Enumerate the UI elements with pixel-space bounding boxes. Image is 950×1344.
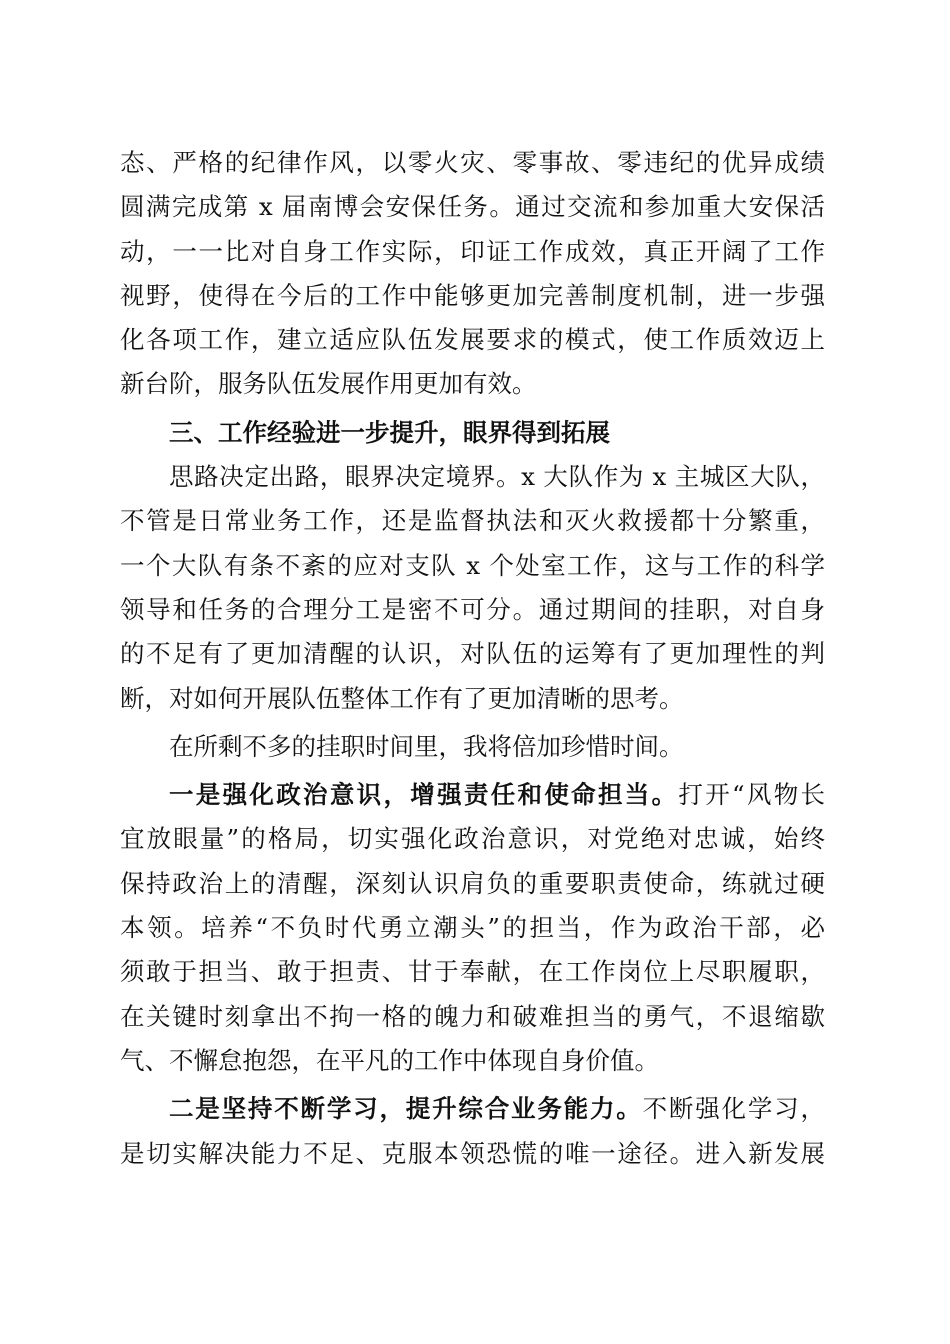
text-line: 宜放眼量”的格局，切实强化政治意识，对党绝对忠诚，始终 — [120, 824, 825, 854]
text-line: 化各项工作，建立适应队伍发展要求的模式，使工作质效迈上 — [120, 325, 825, 355]
paragraph-lead-rest: 不断强化学习， — [642, 1094, 825, 1124]
text-line: 的不足有了更加清醒的认识，对队伍的运筹有了更加理性的判 — [120, 639, 825, 669]
text-line: 圆满完成第 x 届南博会安保任务。通过交流和参加重大安保活 — [120, 192, 825, 222]
text-line: 不管是日常业务工作，还是监督执法和灭火救援都十分繁重， — [120, 506, 825, 536]
text-line: 在关键时刻拿出不拘一格的魄力和破难担当的勇气，不退缩歇 — [120, 1001, 825, 1031]
paragraph-continuous-learning — [120, 1087, 825, 1176]
text-line: 一个大队有条不紊的应对支队 x 个处室工作，这与工作的科学 — [120, 550, 825, 580]
text-line: 思路决定出路，眼界决定境界。x 大队作为 x 主城区大队， — [169, 462, 825, 492]
paragraph-political-awareness — [120, 773, 825, 1083]
document-body — [120, 141, 825, 1176]
text-line: 领导和任务的合理分工是密不可分。通过期间的挂职，对自身 — [120, 594, 825, 624]
text-line: 视野，使得在今后的工作中能够更加完善制度机制，进一步强 — [120, 280, 825, 310]
text-line: 断，对如何开展队伍整体工作有了更加清晰的思考。 — [120, 683, 684, 713]
text-line: 新台阶，服务队伍发展作用更加有效。 — [120, 369, 537, 399]
text-line: 本领。培养“不负时代勇立潮头”的担当，作为政治干部，必 — [120, 913, 825, 943]
text-line — [120, 773, 825, 817]
text-line: 气、不懈怠抱怨，在平凡的工作中体现自身价值。 — [120, 1045, 659, 1075]
paragraph-time: 在所剩不多的挂职时间里，我将倍加珍惜时间。 — [169, 731, 684, 761]
paragraph-continuation — [120, 141, 825, 407]
paragraph-lead-rest: 打开“风物长 — [678, 780, 825, 810]
paragraph-lead-bold: 一是强化政治意识，增强责任和使命担当。 — [169, 780, 679, 810]
section-heading: 三、工作经验进一步提升，眼界得到拓展 — [169, 417, 610, 447]
text-line: 动，一一比对自身工作实际，印证工作成效，真正开阔了工作 — [120, 236, 825, 266]
text-line — [120, 1087, 825, 1131]
text-line: 是切实解决能力不足、克服本领恐慌的唯一途径。进入新发展 — [120, 1138, 825, 1168]
text-line: 态、严格的纪律作风，以零火灾、零事故、零违纪的优异成绩 — [120, 148, 825, 177]
text-line: 保持政治上的清醒，深刻认识肩负的重要职责使命，练就过硬 — [120, 868, 825, 898]
paragraph-lead-bold: 二是坚持不断学习，提升综合业务能力。 — [169, 1094, 643, 1124]
paragraph-vision — [120, 455, 825, 721]
text-line: 须敢于担当、敢于担责、甘于奉献，在工作岗位上尽职履职， — [120, 957, 825, 987]
